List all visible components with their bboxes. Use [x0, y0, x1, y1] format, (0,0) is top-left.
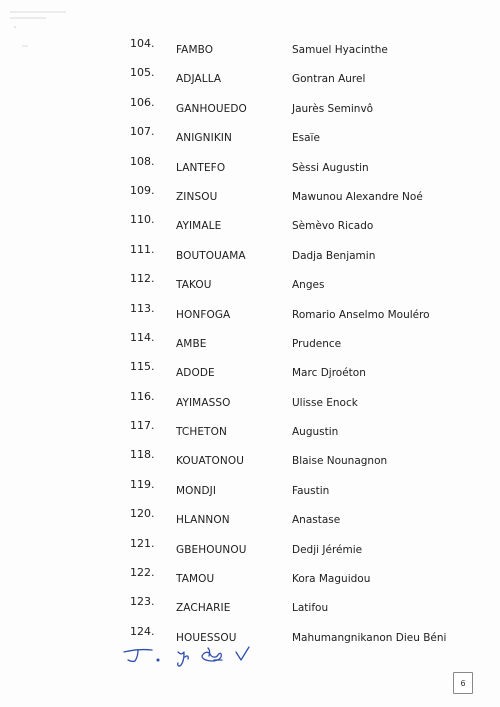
list-item [0, 184, 500, 213]
entry-given-names: Blaise Nounagnon [292, 455, 388, 468]
entry-number: 107. [130, 125, 155, 139]
entry-given-names: Latifou [292, 602, 329, 615]
list-item [0, 566, 500, 595]
entry-surname: HONFOGA [176, 308, 231, 321]
entry-surname: AYIMASSO [176, 396, 231, 409]
entry-number: 113. [130, 301, 155, 315]
entry-given-names: Samuel Hyacinthe [292, 44, 388, 56]
entry-given-names: Faustin [292, 484, 330, 497]
entry-given-names: Augustin [292, 426, 339, 439]
entry-given-names: Kora Maguidou [292, 573, 371, 586]
entry-given-names: Anges [292, 279, 325, 292]
page-number: 6 [453, 672, 473, 694]
entry-number: 105. [130, 66, 155, 80]
entry-given-names: Mahumangnikanon Dieu Béni [292, 631, 447, 644]
entry-number: 109. [130, 183, 155, 197]
entry-number: 115. [130, 360, 155, 374]
entry-surname: GANHOUEDO [176, 102, 247, 115]
list-item [0, 360, 500, 389]
list-item [0, 419, 500, 448]
entry-given-names: Marc Djroéton [292, 367, 366, 380]
entry-given-names: Anastase [292, 514, 341, 527]
entry-number: 124. [130, 624, 155, 638]
entry-given-names: Esaïe [292, 132, 320, 145]
list-item [0, 595, 500, 624]
entry-surname: KOUATONOU [176, 455, 245, 468]
entry-given-names: Prudence [292, 337, 342, 350]
entry-given-names: Sèssi Augustin [292, 161, 369, 174]
entry-surname: HOUESSOU [176, 631, 237, 644]
list-item [0, 125, 500, 154]
list-item [0, 537, 500, 566]
entry-surname: TAKOU [176, 279, 212, 292]
list-item [0, 448, 500, 477]
entry-number: 116. [130, 389, 155, 403]
entry-given-names: Sèmèvo Ricado [292, 220, 374, 233]
list-item [0, 155, 500, 184]
list-item [0, 507, 500, 536]
entry-surname: MONDJI [176, 484, 217, 497]
entry-number: 106. [130, 95, 155, 109]
entry-surname: ZINSOU [176, 190, 218, 203]
entry-number: 118. [130, 448, 155, 462]
entry-number: 117. [130, 419, 155, 433]
entry-surname: FAMBO [176, 44, 214, 56]
entry-surname: ZACHARIE [176, 602, 231, 615]
entry-surname: AMBE [176, 337, 207, 350]
entry-surname: ANIGNIKIN [176, 132, 232, 145]
entry-number: 119. [130, 477, 155, 491]
list-item [0, 272, 500, 301]
entry-number: 111. [130, 242, 155, 256]
entry-surname: ADJALLA [176, 73, 222, 86]
list-item [0, 302, 500, 331]
entry-number: 120. [130, 507, 155, 521]
entry-given-names: Dedji Jérémie [292, 543, 363, 556]
signature-checkmark [236, 647, 249, 660]
list-item [0, 390, 500, 419]
entry-surname: TCHETON [176, 426, 227, 439]
entry-given-names: Ulisse Enock [292, 396, 358, 409]
entry-given-names: Jaurès Seminvô [292, 102, 374, 115]
initials-signatures [118, 638, 268, 670]
entry-surname: AYIMALE [176, 220, 222, 233]
entry-number: 112. [130, 272, 155, 286]
list-item [0, 37, 500, 66]
entry-number: 104. [130, 37, 155, 50]
entry-given-names: Gontran Aurel [292, 73, 366, 86]
entry-number: 123. [130, 595, 155, 609]
entry-number: 114. [130, 330, 155, 344]
entry-number: 121. [130, 536, 155, 550]
list-item [0, 478, 500, 507]
name-list [0, 37, 500, 654]
list-item [0, 96, 500, 125]
entry-given-names: Dadja Benjamin [292, 249, 376, 262]
list-item [0, 331, 500, 360]
entry-number: 108. [130, 154, 155, 168]
list-item [0, 213, 500, 242]
entry-surname: TAMOU [176, 573, 215, 586]
entry-surname: BOUTOUAMA [176, 249, 246, 262]
entry-surname: ADODE [176, 367, 215, 380]
signature-initial-2 [178, 652, 184, 666]
list-item [0, 66, 500, 95]
entry-surname: HLANNON [176, 514, 230, 527]
list-item [0, 243, 500, 272]
entry-number: 122. [130, 566, 155, 580]
entry-given-names: Romario Anselmo Mouléro [292, 308, 430, 321]
entry-given-names: Mawunou Alexandre Noé [292, 190, 423, 203]
entry-surname: GBEHOUNOU [176, 543, 247, 556]
entry-surname: LANTEFO [176, 161, 226, 174]
entry-number: 110. [130, 213, 155, 227]
